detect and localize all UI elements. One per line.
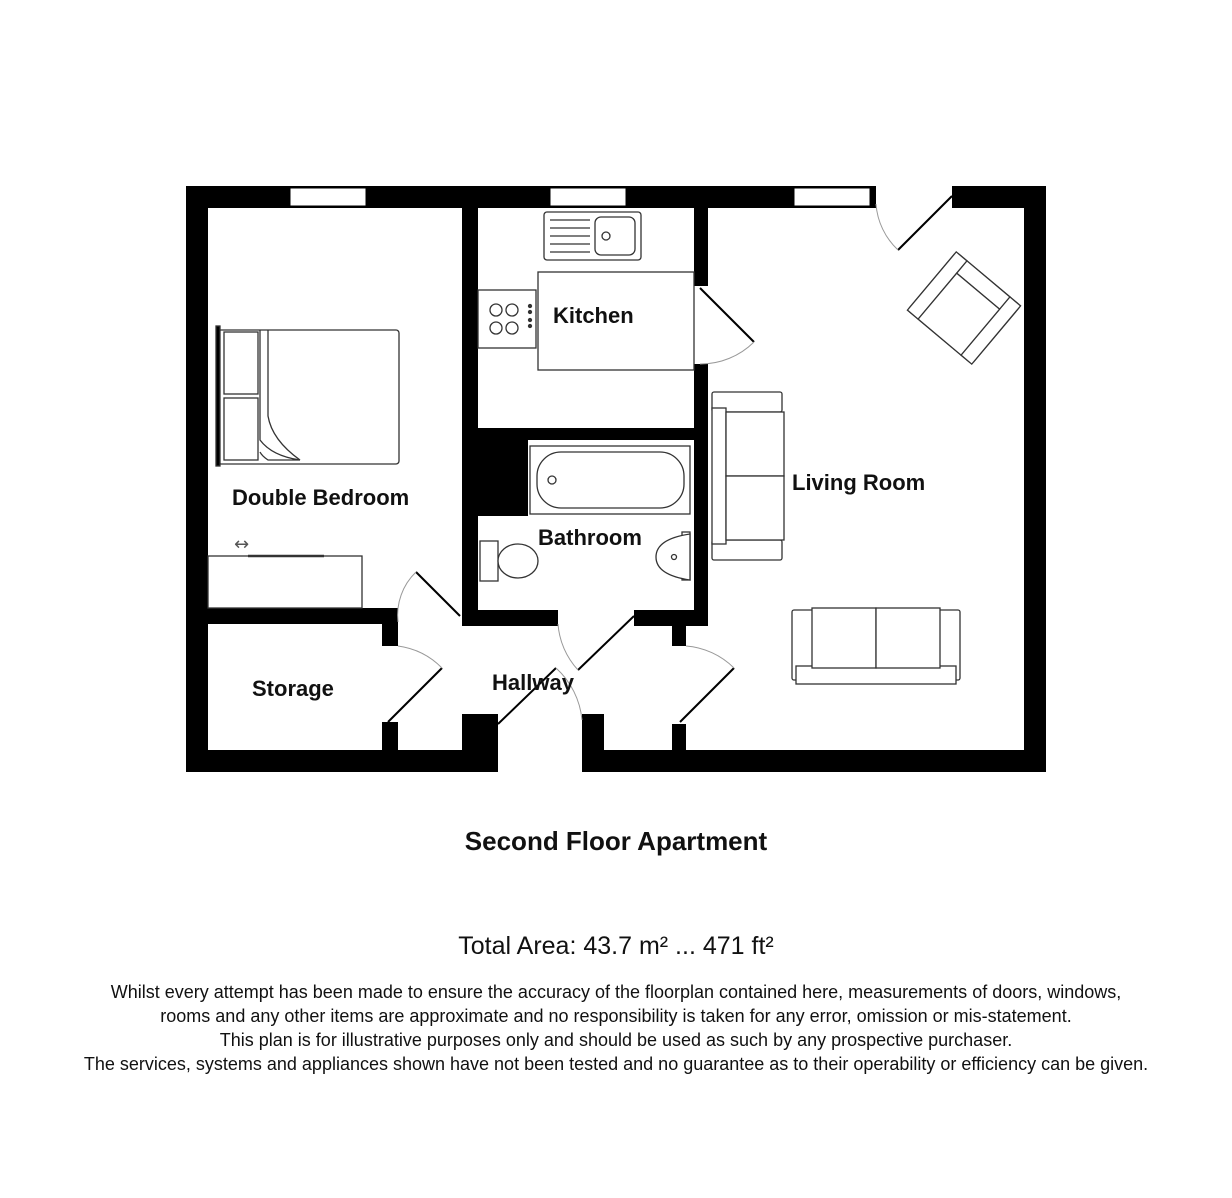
entrance-jamb-right xyxy=(582,714,604,772)
window-kitchen xyxy=(550,188,626,206)
disclaimer xyxy=(0,980,1232,1076)
disclaimer-line: rooms and any other items are approximate and no responsibility is taken for any error, omission or mis-statement. xyxy=(160,1006,1072,1026)
sofa-vertical xyxy=(712,392,784,560)
wall-bedroom-kitchen xyxy=(462,208,478,618)
wall-hall-living-jamb xyxy=(672,618,686,646)
disclaimer-line: This plan is for illustrative purposes only and should be used as such by any prospective purchaser. xyxy=(219,1030,1013,1050)
wall-kitchen-bathroom xyxy=(478,428,694,440)
window-bedroom xyxy=(290,188,366,206)
door-arc-bedroom xyxy=(398,572,416,622)
toilet xyxy=(480,541,538,581)
wardrobe-slide-arrows: ↔ xyxy=(234,534,250,555)
door-leaf-bathroom xyxy=(578,616,634,670)
room-label-kitchen: Kitchen xyxy=(553,303,634,328)
armchair xyxy=(907,252,1020,364)
kitchen-hob xyxy=(478,290,536,348)
wall-kitchen-living-upper xyxy=(694,208,708,286)
wash-basin xyxy=(656,532,690,580)
door-leaf-living-inner xyxy=(680,668,734,722)
window-living xyxy=(794,188,870,206)
wall-kitchen-living-lower xyxy=(694,364,708,626)
disclaimer-line: The services, systems and appliances shown have not been tested and no guarantee as to their operability or efficiency can be given. xyxy=(83,1054,1149,1074)
wall-storage-hall-lower xyxy=(382,722,398,754)
door-arc-living-exterior xyxy=(876,204,898,250)
wall-bedroom-storage xyxy=(186,608,398,624)
room-label-hallway: Hallway xyxy=(492,670,574,695)
wall-bathroom-hall-left xyxy=(462,610,558,626)
room-label-bathroom: Bathroom xyxy=(538,525,642,550)
wall-storage-hall-upper xyxy=(382,608,398,646)
room-label-double-bedroom: Double Bedroom xyxy=(232,485,410,510)
wall-hall-living-lower xyxy=(672,724,686,754)
wardrobe xyxy=(208,534,362,608)
plan-title: Second Floor Apartment xyxy=(464,826,768,856)
total-area: Total Area: 43.7 m² ... 471 ft² xyxy=(458,932,774,960)
door-leaf-kitchen xyxy=(700,288,754,342)
entrance-jamb-left xyxy=(462,714,498,772)
door-leaf-storage xyxy=(388,668,442,722)
bathtub xyxy=(530,446,690,514)
wall-bathroom-hall-right xyxy=(634,610,708,626)
door-arc-living-inner xyxy=(686,646,734,668)
bathroom-duct xyxy=(478,440,528,516)
door-arc-kitchen xyxy=(700,342,754,364)
door-arc-storage xyxy=(398,646,442,668)
sofa-horizontal xyxy=(792,608,960,684)
outer-wall-right xyxy=(1024,186,1046,772)
outer-wall-bottom-right xyxy=(582,750,1046,772)
door-arc-bathroom xyxy=(558,624,578,670)
double-bed xyxy=(216,326,399,466)
outer-wall-left xyxy=(186,186,208,772)
kitchen-sink xyxy=(544,212,641,260)
door-leaf-bedroom xyxy=(416,572,460,616)
room-label-living-room: Living Room xyxy=(792,470,926,495)
outer-wall-bottom-left xyxy=(186,750,484,772)
room-label-storage: Storage xyxy=(252,676,334,701)
living-door-opening xyxy=(876,186,952,208)
disclaimer-line: Whilst every attempt has been made to ensure the accuracy of the floorplan contained here, measurements of doors, windows, xyxy=(110,982,1122,1002)
